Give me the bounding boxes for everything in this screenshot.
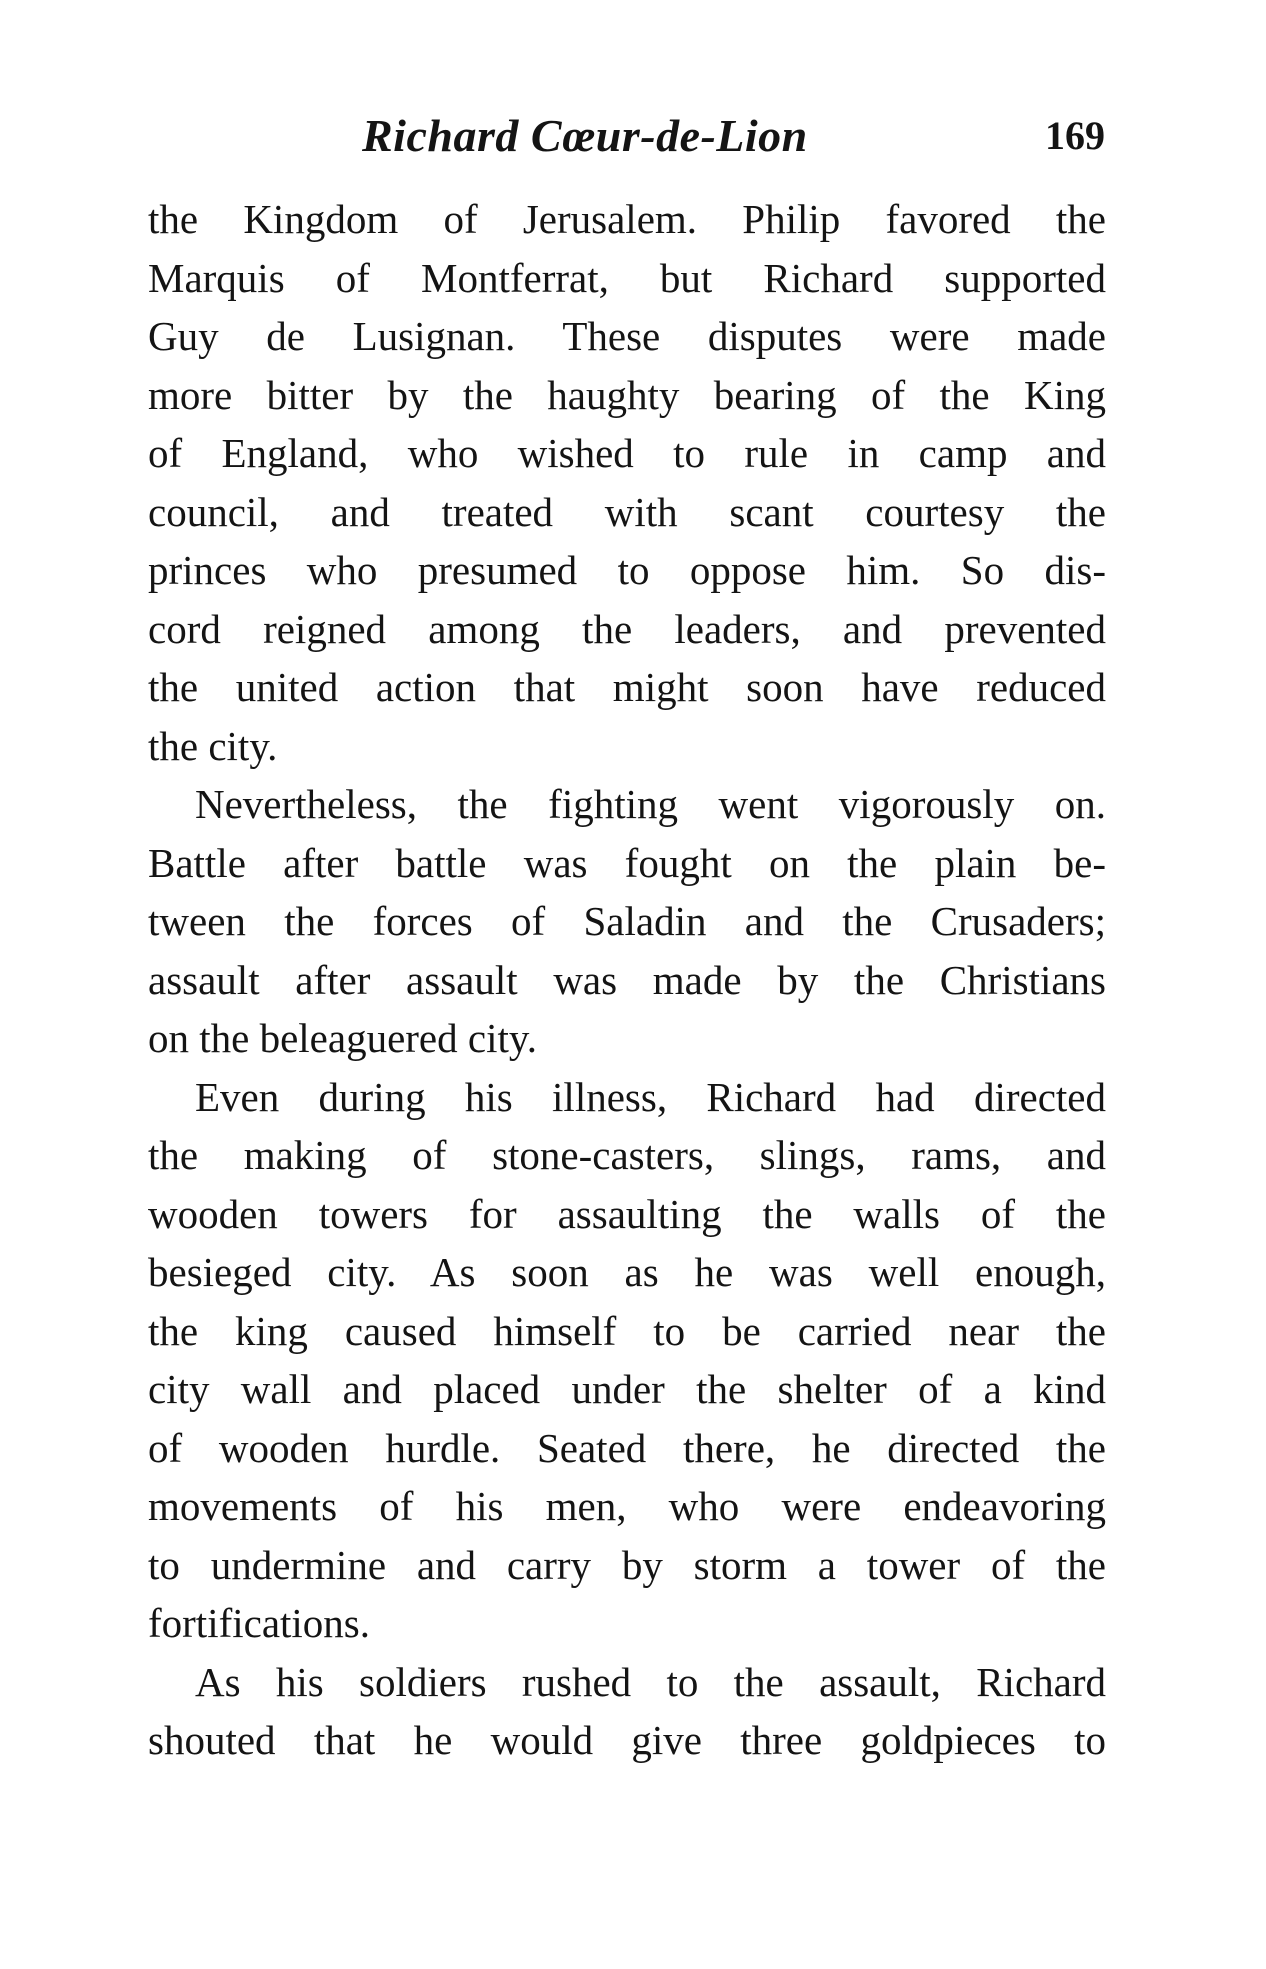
text-line: the king caused himself to be carried near the (148, 1307, 1106, 1354)
text-line: movements of his men, who were endeavoring (148, 1483, 1106, 1529)
text-line: the Kingdom of Jerusalem. Philip favored the (148, 196, 1106, 242)
running-head (148, 106, 1105, 166)
text-line: to undermine and carry by storm a tower of the (148, 1541, 1106, 1588)
text-line: princes who presumed to oppose him. So dis- (148, 547, 1106, 593)
text-line: more bitter by the haughty bearing of the King (148, 371, 1106, 418)
text-line: the united action that might soon have reduced (148, 664, 1106, 710)
text-line: besieged city. As soon as he was well enough, (148, 1249, 1106, 1295)
text-line: on the beleaguered city. (148, 1015, 537, 1061)
text-line: Battle after battle was fought on the plain be- (148, 839, 1106, 886)
text-line: Guy de Lusignan. These disputes were made (148, 313, 1106, 359)
body-text (148, 190, 1106, 1770)
text-line: the making of stone-casters, slings, rams, and (148, 1132, 1106, 1178)
text-line: cord reigned among the leaders, and prevented (148, 605, 1106, 652)
text-line: assault after assault was made by the Christians (148, 956, 1106, 1003)
text-line: council, and treated with scant courtesy the (148, 488, 1106, 535)
text-line: city wall and placed under the shelter of a kind (148, 1366, 1106, 1412)
text-line: Nevertheless, the fighting went vigorously on. (195, 781, 1106, 827)
page-number: 169 (1045, 113, 1105, 158)
text-line: tween the forces of Saladin and the Crusaders; (148, 898, 1106, 944)
text-line: of wooden hurdle. Seated there, he directed the (148, 1424, 1106, 1471)
text-line: fortifications. (148, 1600, 371, 1646)
text-line: wooden towers for assaulting the walls of the (148, 1190, 1106, 1237)
text-line: of England, who wished to rule in camp and (148, 430, 1106, 476)
text-line: the city. (148, 722, 278, 769)
text-line: shouted that he would give three goldpieces to (148, 1717, 1106, 1763)
running-title: Richard Cœur-de-Lion (362, 110, 808, 161)
text-line: Marquis of Montferrat, but Richard supported (148, 254, 1106, 301)
text-line: Even during his illness, Richard had directed (195, 1073, 1106, 1120)
text-line: As his soldiers rushed to the assault, Richard (195, 1658, 1106, 1705)
